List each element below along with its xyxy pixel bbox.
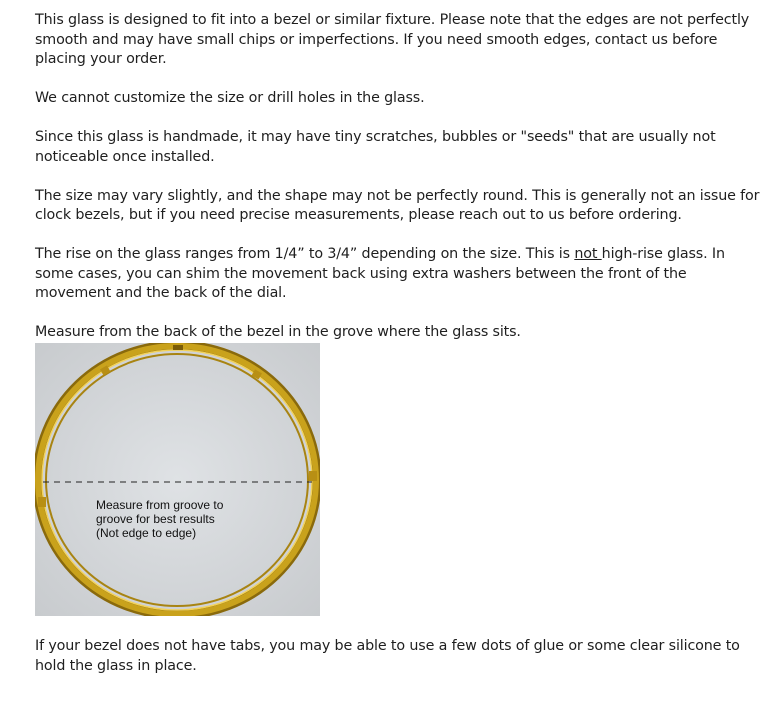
rise-text-start: The rise on the glass ranges from 1/4” to 3/4” depending on the size. This is [35,246,575,262]
handmade-paragraph: Since this glass is handmade, it may have tiny scratches, bubbles or "seeds" that are usually not noticeable once installed. [35,129,716,165]
bezel-measurement-photo [35,343,320,616]
edges-paragraph: This glass is designed to fit into a bezel or similar fixture. Please note that the edges are not perfectly smooth and may have small chips or imperfections. If you need smooth edges, contact us before placing your order. [35,12,750,67]
rise-text-end: high-rise glass. In some cases, you can shim the movement back using extra washers between the front of the movement and the back of the dial. [35,246,725,301]
description-text [35,11,765,343]
caption-line-3: (Not edge to edge) [96,526,197,540]
bezel-tab-right [309,471,317,481]
glue-paragraph: If your bezel does not have tabs, you may be able to use a few dots of glue or some clear silicone to hold the glass in place. [35,638,740,674]
size-vary-paragraph: The size may vary slightly, and the shape may not be perfectly round. This is generally not an issue for clock bezels, but if you need precise measurements, please reach out to us before ordering. [35,187,760,223]
caption-line-2: groove for best results [96,512,215,526]
no-customize-paragraph: We cannot customize the size or drill holes in the glass. [35,90,425,106]
not-underlined-text: not [574,246,602,262]
bezel-tab-left [38,497,46,507]
caption-line-1: Measure from groove to [96,498,224,512]
measure-paragraph: Measure from the back of the bezel in the grove where the glass sits. [35,324,521,340]
brass-bezel-ring-image [35,343,320,616]
bezel-tab-top [173,345,183,350]
rise-paragraph [35,245,765,304]
